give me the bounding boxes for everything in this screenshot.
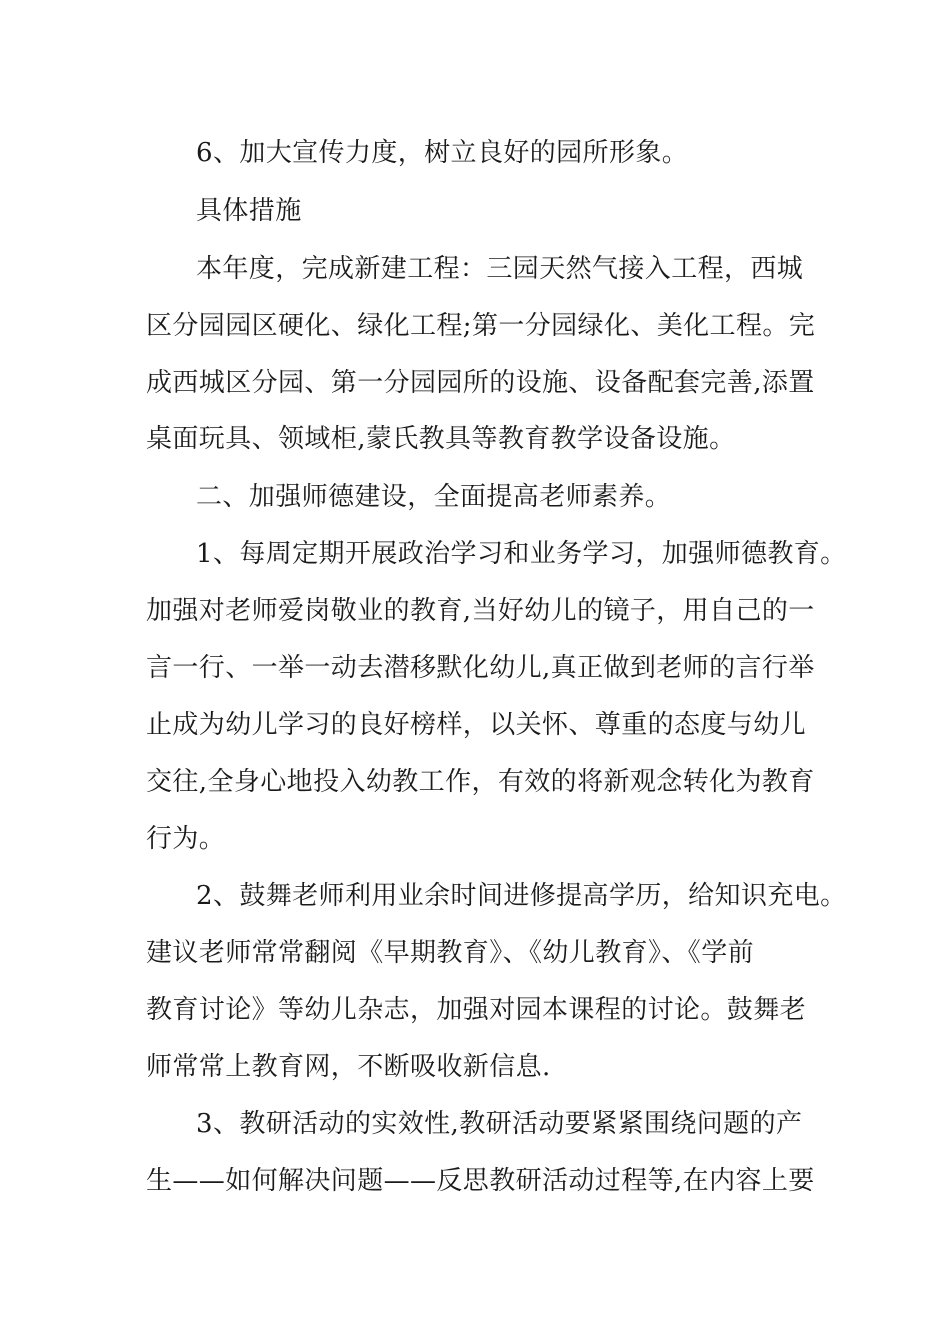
paragraph-line: 言一行、一举一动去潜移默化幼儿,真正做到老师的言行举 xyxy=(146,653,815,683)
paragraph-line: 行为。 xyxy=(146,824,226,854)
paragraph-line: 加强对老师爱岗敬业的教育,当好幼儿的镜子，用自己的一 xyxy=(146,596,815,626)
paragraph-line: 区分园园区硬化、绿化工程;第一分园绿化、美化工程。完 xyxy=(146,311,816,341)
paragraph-line: 师常常上教育网，不断吸收新信息. xyxy=(146,1052,551,1082)
section-heading: 二、加强师德建设，全面提高老师素养。 xyxy=(196,482,672,512)
paragraph-line: 2、鼓舞老师利用业余时间进修提高学历，给知识充电。 xyxy=(196,881,847,911)
paragraph-line: 6、加大宣传力度，树立良好的园所形象。 xyxy=(196,138,689,168)
paragraph-line: 建议老师常常翻阅《早期教育》、《幼儿教育》、《学前 xyxy=(146,938,755,968)
paragraph-line: 成西城区分园、第一分园园所的设施、设备配套完善,添置 xyxy=(146,368,815,398)
paragraph-line: 交往,全身心地投入幼教工作，有效的将新观念转化为教育 xyxy=(146,767,815,797)
paragraph-line: 生——如何解决问题——反思教研活动过程等,在内容上要 xyxy=(146,1166,815,1196)
paragraph-line: 本年度，完成新建工程：三园天然气接入工程，西城 xyxy=(196,254,804,284)
paragraph-line: 教育讨论》等幼儿杂志，加强对园本课程的讨论。鼓舞老 xyxy=(146,995,807,1025)
section-heading: 具体措施 xyxy=(196,196,302,226)
paragraph-line: 止成为幼儿学习的良好榜样，以关怀、尊重的态度与幼儿 xyxy=(146,710,807,740)
paragraph-line: 3、教研活动的实效性,教研活动要紧紧围绕问题的产 xyxy=(196,1109,803,1139)
paragraph-line: 桌面玩具、领域柜,蒙氏教具等教育教学设备设施。 xyxy=(146,424,736,454)
paragraph-line: 1、每周定期开展政治学习和业务学习，加强师德教育。 xyxy=(196,539,847,569)
